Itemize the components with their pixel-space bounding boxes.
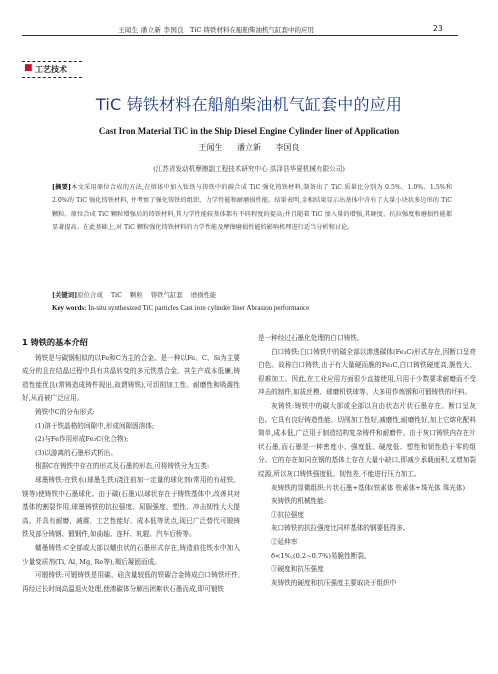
paragraph: 铸铁中C的分布形式: <box>35 407 96 416</box>
left-column <box>22 336 240 596</box>
paragraph: 球墨铸铁:在铁水(球墨生铁)浇注前加一定量的球化剂(常用的有硅铁、镁等)使铸铁中石墨球化。由于碳(石墨)以球状存在于铸铁基体中,改善其对基体的割裂作用,球墨铸铁的抗拉强度、屈服强度、塑性、冲击韧性大大提高。并具有耐磨、减震、工艺性能好、成本低等优点,现已广泛替代可锻铸铁及部分铸钢、锻钢件,如曲轴、连杆、轧辊、汽车后桥等。 <box>22 475 240 539</box>
header-paper-title: TiC 铸铁材料在船舶柴油机气缸套中的应用 <box>190 26 314 34</box>
abstract-label: [摘要] <box>52 184 71 191</box>
title-en: Cast Iron Material TiC in the Ship Diesel Engine Cylinder liner of Application <box>98 126 400 136</box>
paragraph: 白口铸铁:白口铸铁中的碳全部以渗透碳体(Fe₃C)形式存在,因断口呈亮白色。故称白口铸铁,由于有大量硬而脆的Fe₃C,白口铸铁硬度高,脆性大、很难加工。因此,在工业应用方面很少直接使用,只用于少数要求耐磨而不受冲击的制件,如拔丝模、球磨机铁球等。大多用作炼钢和可锻铸铁的坯料。 <box>258 347 476 397</box>
paragraph: 灰铸铁的机械性能: <box>271 497 326 506</box>
paragraph: 蠕墨铸铁:C全部或大部以蠕虫状的石墨形式存在,铸造前往铁水中加入少量变质剂(Ti, Al, Mg, Re等),褐后凝固而成。 <box>22 543 240 566</box>
list-item: ③硬度和抗压强度 <box>271 565 324 574</box>
header-rule <box>22 35 458 36</box>
keywords-cn-label: [关键词] <box>52 291 78 299</box>
paragraph: 是一种经过石墨化处理的白口铸铁。 <box>258 334 364 342</box>
list-item: (1)溶于铁晶格的间隙中,形成间隙固溶体; <box>35 421 155 430</box>
paragraph: 灰铸铁:铸铁中的碳大部或全部以自由状态片状石墨存在。断口呈灰色。它具有良好铸造性能、切削加工性好,减磨性,耐磨性好,加上它熔化配料简单,成本低,广泛用于制造结构复杂铸件和耐磨件。由于灰口铸铁内存在片状石墨,而石墨是一种密度小、强度低、硬度低、塑性和韧性趋于零的组分。它的存在如同在钢的基体上存在大量小缺口,即减少承载面积,又增加裂纹源,所以灰口铸铁强度低、韧性差,不能进行压力加工。 <box>258 401 476 478</box>
section-tag <box>22 61 82 78</box>
list-item: ②延伸率 <box>271 537 298 546</box>
affiliation: (江苏省发动机摩擦副工程技术研究中心 洪泽县华夏机械有限公司) <box>153 165 345 173</box>
keywords-en-text: In-situ synthesized TiC particles Cast iron cylinder liner Abrasion performance <box>88 304 310 312</box>
section-tag-label: 工艺技术 <box>35 65 67 74</box>
keywords-en-label: Key words: <box>52 304 87 312</box>
right-column <box>258 332 476 590</box>
section-heading: 1 铸铁的基本介绍 <box>22 337 88 347</box>
paragraph: 灰铸铁的显微组织:片状石墨+基体(铁素体 铁素体+珠光体 珠光体) <box>271 483 466 492</box>
bullet-icon: ■ <box>24 63 33 73</box>
page-number: 23 <box>432 24 443 33</box>
header-authors: 王闻生 潘立新 李国良 <box>118 26 184 34</box>
list-item: (2)与Fe作用形成Fe₃C(化合物); <box>35 435 129 444</box>
paragraph: 根据C在铸铁中存在的形式及石墨的形态,可将铸铁分为五类: <box>35 462 210 471</box>
list-item: (3)以游离的石墨形式析出。 <box>35 448 117 457</box>
keywords-cn-text: 原位合成 TiC 颗粒 铸铁气缸套 磨损性能 <box>77 291 217 299</box>
running-header <box>0 0 498 38</box>
list-item: δ<1%,(0.2~0.7%)易脆性断裂。 <box>271 551 371 560</box>
abstract <box>52 181 452 235</box>
title-cn: TiC 铸铁材料在船舶柴油机气缸套中的应用 <box>95 95 403 114</box>
list-item: 灰铸铁的硬度和抗压强度主要取决于组织中 <box>271 578 397 587</box>
paragraph: 可锻铸铁:可锻铸铁是用碳、硅含量较低的铁碳合金铸成白口铸铁坯件,再经过长时间高温退火处理,使渗碳体分解出团絮状石墨而成,即可锻铁 <box>22 571 240 593</box>
paragraph: 铸铁是与碳钢相似的以Fe和C为主的合金。是一种以Fe、C、Si为主要成分的且在结晶过程中具有共晶转变的多元铁基合金。其生产成本低廉,铸造性能优良(常铸造成铸件现出,故谓铸铁),可切削加工性、耐磨性和吸震性好,从而被广泛应用。 <box>22 353 240 403</box>
list-item: ①抗拉强度 <box>271 510 304 519</box>
keywords-en <box>52 304 309 312</box>
abstract-text: 本文采用原位合成的方法,在熔体中加入钛铁与铸铁中的碳合成 TiC 强化铸铁材料,制备出了 TiC 质量比分别为 0.5%、1.0%、1.5%和 2.0%的 TiC 强化铸铁材料, 并考察了强化铸铁的组织、力学性能和耐磨损性能。结果表明,金相结果显示出基体中含有了大量小块状多边形的 TiC 颗粒。原位合成 TiC 颗粒增强后的铸铁材料,其力学性能较基体都有不同程度的提高;并且随着 TiC 加入量的增强,其硬度、抗拉强度和磨损性能都显著提高。在此基础上,对 TiC 颗粒强化铸铁材料的力学性能及摩擦磨损性能的影响机理进行适当分析和讨论。 <box>52 184 453 232</box>
keywords-cn <box>52 290 216 299</box>
authors-cn: 王闻生 潘立新 李国良 <box>198 143 300 152</box>
list-item: 灰口铸铁的抗拉强度比同样基体的钢要低得多。 <box>271 524 410 533</box>
